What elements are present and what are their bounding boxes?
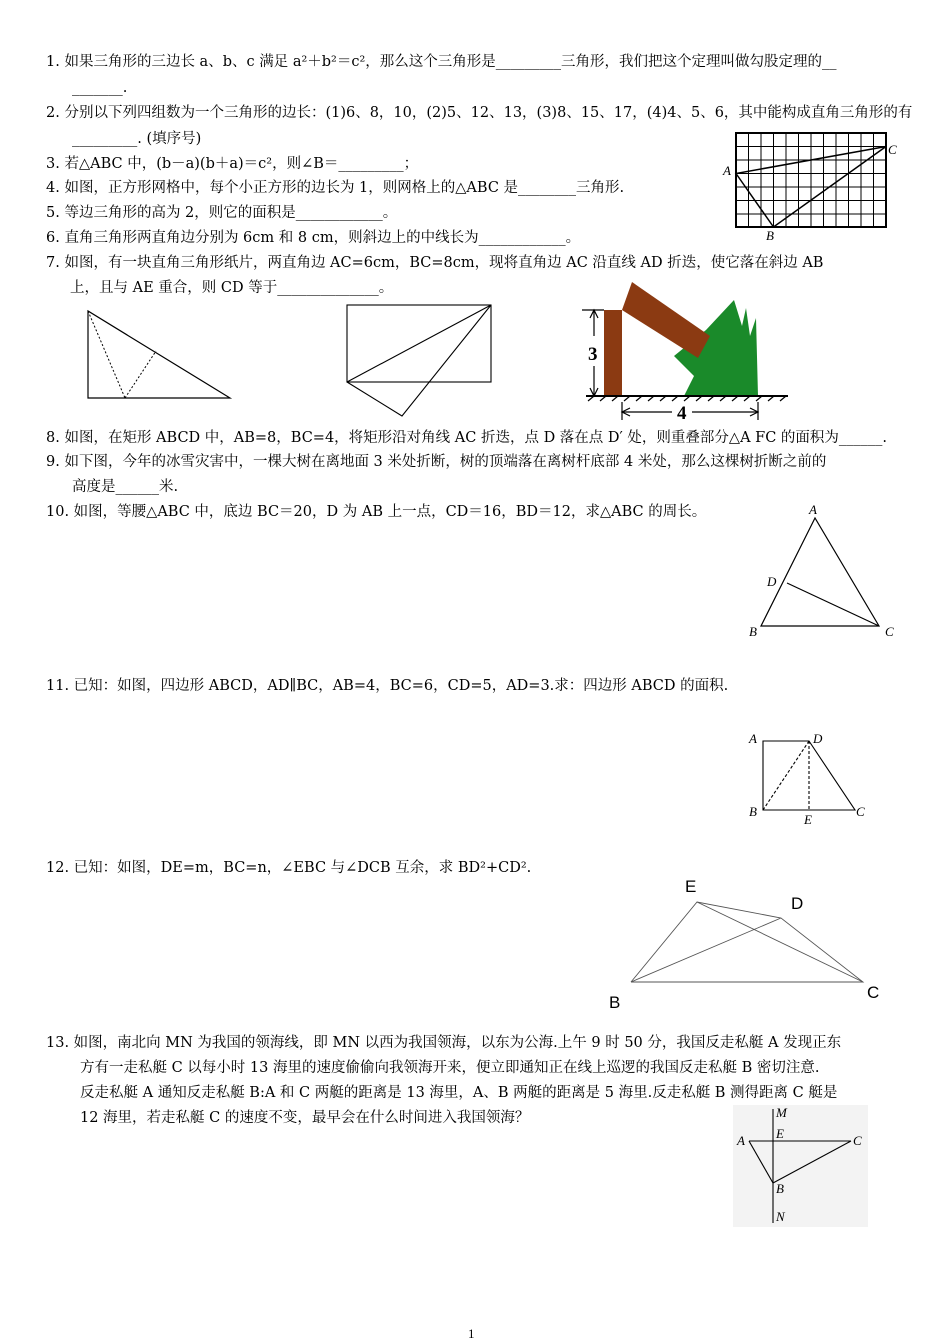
- q2-line1: 2. 分别以下列四组数为一个三角形的边长：(1)6、8，10，(2)5、12、13，(3)8、15、17，(4)4、5、6，其中能构成直角三角形的有: [46, 105, 913, 121]
- q11-label-D: D: [813, 731, 823, 746]
- q13-line4: 12 海里，若走私艇 C 的速度不变，最早会在什么时间进入我国领海？: [80, 1110, 530, 1126]
- q2-line2: _________. (填序号): [72, 131, 202, 147]
- q11-label-A: A: [749, 731, 757, 746]
- q12-label-D: D: [791, 894, 804, 913]
- q9-line2: 高度是______米.: [72, 479, 179, 495]
- q12-text: 12. 已知：如图，DE=m，BC=n，∠EBC 与∠DCB 互余，求 BD²+CD².: [46, 860, 532, 876]
- q10-label-D: D: [767, 574, 777, 589]
- q11-label-C: C: [856, 804, 865, 819]
- grid-figure: [720, 130, 900, 242]
- q7-line1: 7. 如图，有一块直角三角形纸片，两直角边 AC=6cm，BC=8cm，现将直角边 AC 沿直线 AD 折迭，使它落在斜边 AB: [46, 255, 824, 271]
- q12-label-B: B: [609, 993, 621, 1012]
- tree-trunk-icon: [604, 310, 622, 396]
- sea-patrol-figure: [733, 1105, 868, 1227]
- q6-text: 6. 直角三角形两直角边分别为 6cm 和 8 cm，则斜边上的中线长为____________。: [46, 230, 581, 246]
- q13-label-A: A: [737, 1133, 745, 1148]
- q10-text: 10. 如图，等腰△ABC 中，底边 BC＝20，D 为 AB 上一点，CD＝16，BD＝12，求△ABC 的周长。: [46, 504, 707, 520]
- q13-label-N: N: [776, 1209, 785, 1224]
- q13-label-C: C: [853, 1133, 862, 1148]
- q10-label-C: C: [885, 624, 894, 639]
- q11-label-B: B: [749, 804, 757, 819]
- tree-height-label: 3: [588, 344, 598, 365]
- q1-line2: _______.: [72, 80, 128, 96]
- fold-triangle-figure: [80, 305, 240, 405]
- q13-line3: 反走私艇 A 通知反走私艇 B:A 和 C 两艇的距离是 13 海里，A、B 两艇的距离是 5 海里.反走私艇 B 测得距离 C 艇是: [80, 1085, 838, 1101]
- q5-text: 5. 等边三角形的高为 2，则它的面积是____________。: [46, 205, 398, 221]
- q13-label-M: M: [776, 1105, 787, 1120]
- q13-label-B: B: [776, 1181, 784, 1196]
- q4-text: 4. 如图，正方形网格中，每个小正方形的边长为 1，则网格上的△ABC 是________三角形.: [46, 180, 625, 196]
- grid-label-C: C: [888, 142, 897, 157]
- q11-text: 11. 已知：如图，四边形 ABCD，AD∥BC，AB=4，BC=6，CD=5，AD=3.求：四边形 ABCD 的面积.: [46, 678, 729, 694]
- q13-line1: 13. 如图，南北向 MN 为我国的领海线，即 MN 以西为我国领海，以东为公海.上午 9 时 50 分，我国反走私艇 A 发现正东: [46, 1035, 842, 1051]
- q13-line2: 方有一走私艇 C 以每小时 13 海里的速度偷偷向我领海开来，便立即通知正在线上巡逻的我国反走私艇 B 密切注意.: [80, 1060, 820, 1076]
- q7-line2: 上，且与 AE 重合，则 CD 等于______________。: [70, 280, 394, 296]
- rect-fold-figure: [340, 300, 500, 422]
- q12-label-E: E: [685, 877, 697, 896]
- q8-text: 8. 如图，在矩形 ABCD 中，AB=8，BC=4，将矩形沿对角线 AC 折迭，点 D 落在点 D′ 处，则重叠部分△A FC 的面积为______.: [46, 430, 888, 446]
- tree-distance-label: 4: [677, 403, 687, 424]
- q9-line1: 9. 如下图，今年的冰雪灾害中，一棵大树在离地面 3 米处折断，树的顶端落在离树杆底部 4 米处，那么这棵树折断之前的: [46, 454, 827, 470]
- q11-label-E: E: [804, 812, 812, 827]
- isosceles-triangle-figure: [745, 500, 910, 642]
- grid-label-A: A: [723, 163, 731, 178]
- q10-label-A: A: [809, 502, 817, 517]
- q12-figure: [605, 872, 890, 1012]
- broken-tree-figure: [580, 278, 795, 426]
- page-number: 1: [468, 1326, 475, 1341]
- q12-label-C: C: [867, 983, 880, 1002]
- q10-label-B: B: [749, 624, 757, 639]
- grid-label-B: B: [766, 228, 774, 242]
- quadrilateral-figure: [745, 728, 875, 828]
- q3-text: 3. 若△ABC 中，(b－a)(b＋a)＝c²，则∠B＝_________；: [46, 156, 419, 172]
- tree-broken-part-icon: [622, 282, 710, 358]
- q1-line1: 1. 如果三角形的三边长 a、b、c 满足 a²＋b²＝c²，那么这个三角形是_________三角形，我们把这个定理叫做勾股定理的__: [46, 54, 837, 70]
- q13-label-E: E: [776, 1126, 784, 1141]
